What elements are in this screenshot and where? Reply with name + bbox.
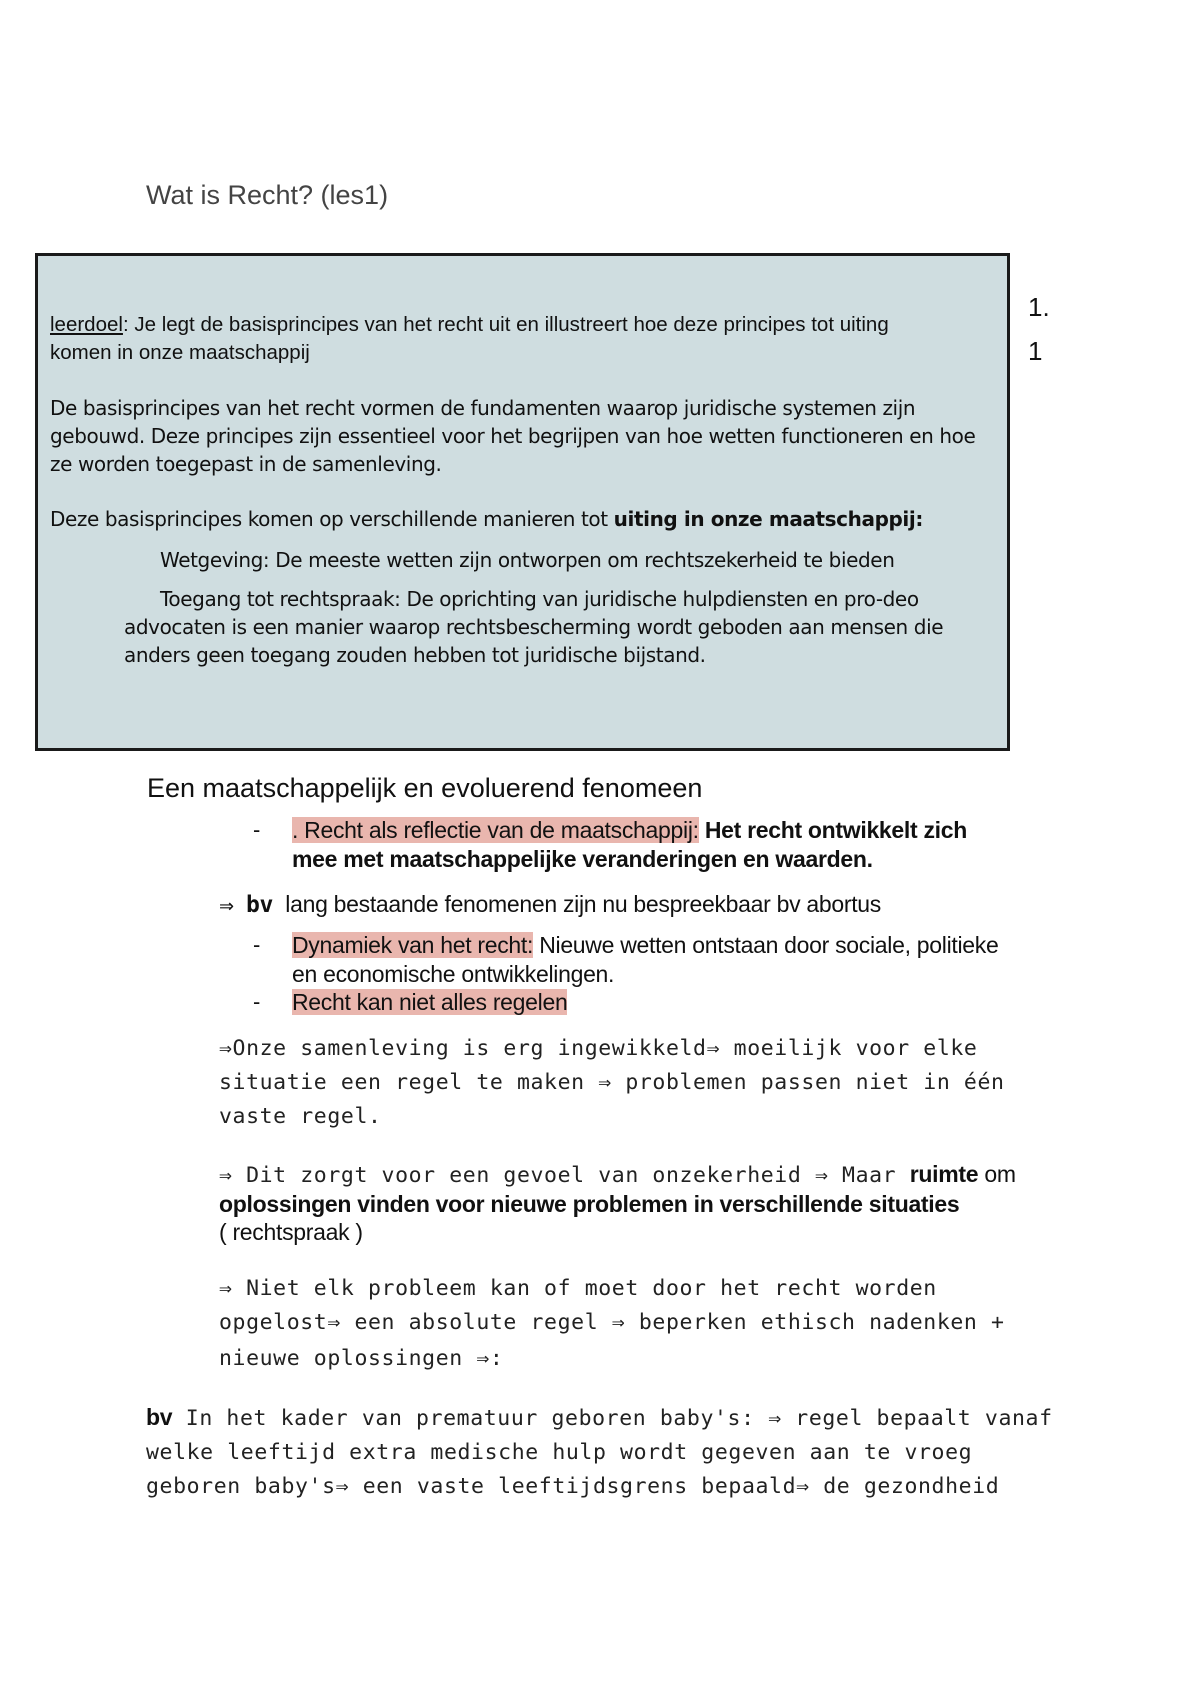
page-title: Wat is Recht? (les1) bbox=[146, 180, 389, 210]
premature-line-3: geboren baby's⇒ een vaste leeftijdsgrens bepaald⇒ de gezondheid bbox=[146, 1474, 1000, 1499]
leerdoel-line-1 bbox=[50, 311, 889, 339]
leerdoel-label: leerdoel bbox=[50, 313, 123, 336]
bold-ontwikkelt: Het recht ontwikkelt zich bbox=[698, 817, 967, 843]
uiting-paragraph bbox=[50, 505, 923, 533]
bv-abortus-line bbox=[219, 890, 881, 921]
item-toegang-line-3: anders geen toegang zouden hebben tot juridische bijstand. bbox=[124, 643, 706, 667]
intro-paragraph-line-2: gebouwd. Deze principes zijn essentieel voor het begrijpen van hoe wetten functioneren en hoe bbox=[50, 424, 976, 448]
probleem-line-2: opgelost⇒ een absolute regel ⇒ beperken ethisch nadenken + bbox=[219, 1310, 1005, 1335]
bullet-recht-reflectie-line-2: mee met maatschappelijke veranderingen en waarden. bbox=[292, 846, 873, 872]
situaties-text: erschillende situaties bbox=[732, 1191, 960, 1217]
arrow-icon: ⇒ bbox=[219, 896, 234, 916]
probleem-line-1: ⇒ Niet elk probleem kan of moet door het recht worden bbox=[219, 1276, 937, 1301]
uiting-prefix: Deze basisprincipes komen op verschillende manieren tot bbox=[50, 507, 614, 531]
bv-abortus-text: lang bestaande fenomenen zijn nu bespreekbaar bv abortus bbox=[285, 891, 881, 917]
oplossingen-text: oplossingen vinden voor nieuwe problemen in v bbox=[219, 1191, 733, 1217]
highlight-niet-alles-regelen: Recht kan niet alles regelen bbox=[292, 989, 568, 1015]
samenleving-line-2: situatie een regel te maken ⇒ problemen passen niet in één bbox=[219, 1070, 1005, 1095]
samenleving-line-1: ⇒Onze samenleving is erg ingewikkeld⇒ moeilijk voor elke bbox=[219, 1036, 978, 1061]
premature-line-1 bbox=[146, 1403, 1053, 1433]
onzekerheid-line-3: ( rechtspraak ) bbox=[219, 1219, 363, 1245]
learning-goal-box bbox=[35, 253, 1010, 751]
leerdoel-line-2: komen in onze maatschappij bbox=[50, 341, 310, 364]
bullet-recht-reflectie-line-1 bbox=[292, 816, 967, 845]
item-toegang-line-2: advocaten is een manier waarop rechtsbescherming wordt geboden aan mensen die bbox=[124, 615, 944, 639]
onzekerheid-line-2 bbox=[219, 1190, 959, 1219]
leerdoel-text: : Je legt de basisprincipes van het recht uit en illustreert hoe deze principes tot uiting bbox=[122, 313, 889, 336]
intro-paragraph-line-3: ze worden toegepast in de samenleving. bbox=[50, 452, 442, 476]
premature-text-1: In het kader van prematuur geboren baby's: ⇒ regel bepaalt vanaf bbox=[172, 1406, 1053, 1431]
bullet-dynamiek-line-2: en economische ontwikkelingen. bbox=[292, 961, 615, 987]
page-number: 1. 1 bbox=[1028, 292, 1050, 366]
dynamiek-text: Nieuwe wetten ontstaan door sociale, politieke bbox=[533, 932, 999, 958]
bv-label: bv bbox=[146, 1404, 173, 1430]
uiting-bold: uiting in onze maatschappij: bbox=[613, 507, 923, 531]
intro-paragraph-line-1: De basisprincipes van het recht vormen de fundamenten waarop juridische systemen zijn bbox=[50, 396, 916, 420]
section-heading: Een maatschappelijk en evoluerend fenomeen bbox=[147, 773, 703, 803]
bullet-dash: - bbox=[253, 932, 261, 957]
bullet-dash: - bbox=[253, 989, 261, 1014]
bullet-dynamiek-line-1 bbox=[292, 931, 998, 960]
highlight-recht-reflectie: . Recht als reflectie van de maatschappij: bbox=[292, 817, 699, 843]
bullet-dash: - bbox=[253, 817, 261, 842]
item-toegang-line-1: Toegang tot rechtspraak: De oprichting van juridische hulpdiensten en pro-deo bbox=[160, 587, 919, 611]
probleem-line-3: nieuwe oplossingen ⇒: bbox=[219, 1346, 504, 1371]
om-text: om bbox=[978, 1161, 1016, 1187]
bullet-niet-alles-regelen bbox=[292, 988, 567, 1017]
onzekerheid-mono: ⇒ Dit zorgt voor een gevoel van onzekerheid ⇒ Maar bbox=[219, 1163, 910, 1188]
samenleving-line-3: vaste regel. bbox=[219, 1104, 382, 1129]
onzekerheid-line-1 bbox=[219, 1160, 1016, 1190]
premature-line-2: welke leeftijd extra medische hulp wordt gegeven aan te vroeg bbox=[146, 1440, 973, 1465]
highlight-dynamiek: Dynamiek van het recht: bbox=[292, 932, 534, 958]
item-wetgeving: Wetgeving: De meeste wetten zijn ontworpen om rechtszekerheid te bieden bbox=[160, 548, 895, 572]
ruimte-bold: ruimte bbox=[909, 1161, 979, 1187]
bv-label: bv bbox=[245, 892, 274, 918]
